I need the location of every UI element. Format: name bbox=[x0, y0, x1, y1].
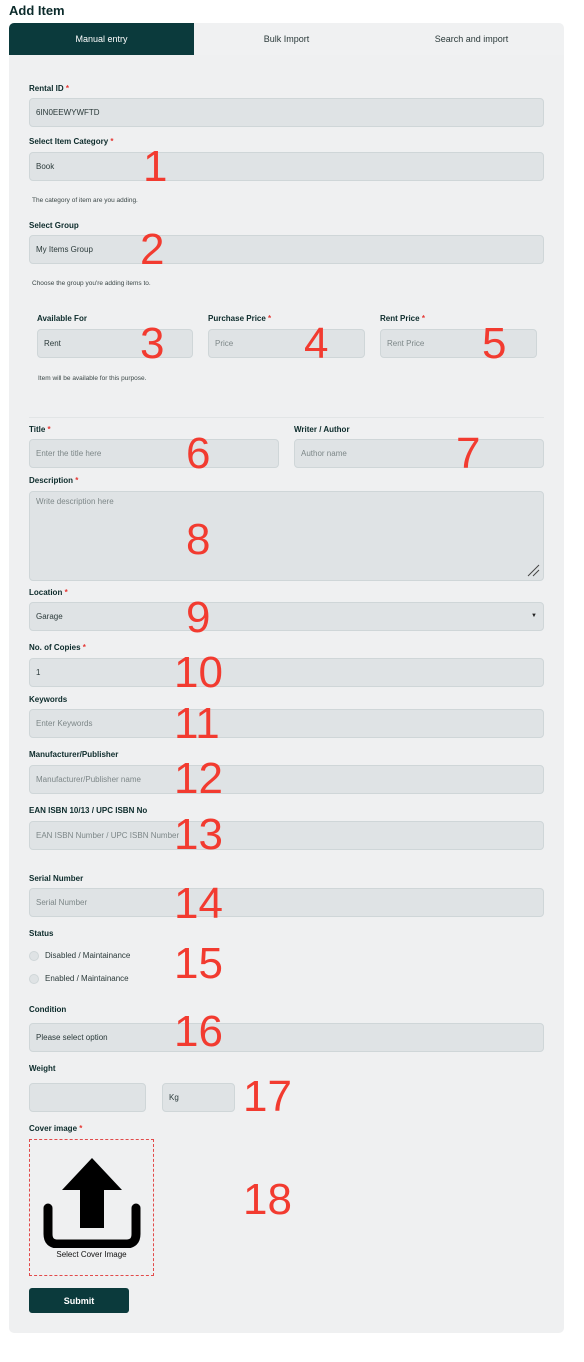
required-mark: * bbox=[47, 425, 51, 434]
annotation-10: 10 bbox=[174, 648, 223, 697]
rental-id-label bbox=[29, 84, 69, 93]
rent-price-placeholder: Rent Price bbox=[387, 339, 425, 348]
weight-unit-value: Kg bbox=[169, 1093, 179, 1102]
resize-handle-icon[interactable] bbox=[526, 563, 540, 577]
annotation-16: 16 bbox=[174, 1007, 223, 1056]
purchase-price-placeholder: Price bbox=[215, 339, 234, 348]
condition-label: Condition bbox=[29, 1005, 67, 1014]
description-placeholder: Write description here bbox=[36, 497, 114, 506]
rent-price-input[interactable] bbox=[380, 329, 537, 358]
rental-id-field[interactable] bbox=[29, 98, 544, 127]
weight-unit-select[interactable] bbox=[162, 1083, 235, 1112]
annotation-2: 2 bbox=[140, 225, 165, 274]
form-panel bbox=[9, 55, 564, 1333]
available-for-hint: Item will be available for this purpose. bbox=[38, 375, 147, 382]
serial-input[interactable] bbox=[29, 888, 544, 917]
keywords-label: Keywords bbox=[29, 695, 68, 704]
status-option-enabled: Enabled / Maintainance bbox=[45, 974, 129, 983]
tab-bar bbox=[9, 23, 564, 55]
condition-select[interactable] bbox=[29, 1023, 544, 1052]
annotation-9: 9 bbox=[186, 593, 211, 642]
purchase-price-label bbox=[208, 314, 271, 323]
purchase-price-input[interactable] bbox=[208, 329, 365, 358]
rental-id-label-text: Rental ID bbox=[29, 84, 64, 93]
ean-input[interactable] bbox=[29, 821, 544, 850]
ean-label: EAN ISBN 10/13 / UPC ISBN No bbox=[29, 806, 148, 815]
copies-label bbox=[29, 643, 86, 652]
annotation-15: 15 bbox=[174, 939, 223, 988]
available-for-select[interactable] bbox=[37, 329, 193, 358]
tab-bulk-import[interactable]: Bulk Import bbox=[263, 34, 310, 44]
annotation-7: 7 bbox=[456, 429, 481, 478]
group-label: Select Group bbox=[29, 221, 79, 230]
annotation-1: 1 bbox=[143, 142, 168, 191]
rent-price-label bbox=[380, 314, 425, 323]
title-label-text: Title bbox=[29, 425, 46, 434]
status-radio-enabled[interactable] bbox=[29, 974, 39, 984]
category-select[interactable] bbox=[29, 152, 544, 181]
select-cover-image-text: Select Cover Image bbox=[56, 1250, 127, 1259]
purchase-price-label-text: Purchase Price bbox=[208, 314, 266, 323]
available-for-label: Available For bbox=[37, 314, 87, 323]
annotation-14: 14 bbox=[174, 879, 223, 928]
category-hint: The category of item are you adding. bbox=[32, 197, 138, 204]
cover-image-label bbox=[29, 1124, 82, 1133]
annotation-17: 17 bbox=[243, 1072, 292, 1121]
category-label bbox=[29, 137, 114, 146]
annotation-8: 8 bbox=[186, 515, 211, 564]
upload-icon bbox=[42, 1156, 142, 1248]
annotation-5: 5 bbox=[482, 319, 507, 368]
location-value: Garage bbox=[36, 612, 63, 621]
group-hint: Choose the group you're adding items to. bbox=[32, 280, 151, 287]
description-label bbox=[29, 476, 78, 485]
annotation-4: 4 bbox=[304, 319, 329, 368]
category-label-text: Select Item Category bbox=[29, 137, 109, 146]
tab-manual-entry[interactable]: Manual entry bbox=[9, 23, 194, 55]
required-mark: * bbox=[65, 84, 70, 93]
description-textarea[interactable] bbox=[29, 491, 544, 581]
required-mark: * bbox=[421, 314, 425, 323]
copies-value: 1 bbox=[36, 668, 41, 677]
keywords-input[interactable] bbox=[29, 709, 544, 738]
weight-input[interactable] bbox=[29, 1083, 146, 1112]
group-value: My Items Group bbox=[36, 245, 93, 254]
annotation-3: 3 bbox=[140, 319, 165, 368]
cover-image-label-text: Cover image bbox=[29, 1124, 78, 1133]
rent-price-label-text: Rent Price bbox=[380, 314, 420, 323]
annotation-13: 13 bbox=[174, 810, 223, 859]
author-label: Writer / Author bbox=[294, 425, 350, 434]
author-input[interactable] bbox=[294, 439, 544, 468]
condition-value: Please select option bbox=[36, 1033, 108, 1042]
category-value: Book bbox=[36, 162, 55, 171]
annotation-11: 11 bbox=[174, 699, 220, 748]
status-label: Status bbox=[29, 929, 54, 938]
weight-label: Weight bbox=[29, 1064, 56, 1073]
group-select[interactable] bbox=[29, 235, 544, 264]
tab-search-and-import[interactable]: Search and import bbox=[434, 34, 509, 44]
serial-placeholder: Serial Number bbox=[36, 898, 88, 907]
manufacturer-input[interactable] bbox=[29, 765, 544, 794]
available-for-value: Rent bbox=[44, 339, 61, 348]
status-option-disabled: Disabled / Maintainance bbox=[45, 951, 131, 960]
copies-input[interactable] bbox=[29, 658, 544, 687]
title-placeholder: Enter the title here bbox=[36, 449, 102, 458]
required-mark: * bbox=[110, 137, 114, 146]
location-select[interactable] bbox=[29, 602, 544, 631]
page-title: Add Item bbox=[9, 3, 65, 18]
manufacturer-placeholder: Manufacturer/Publisher name bbox=[36, 775, 141, 784]
title-label bbox=[29, 425, 51, 434]
keywords-placeholder: Enter Keywords bbox=[36, 719, 93, 728]
submit-button[interactable]: Submit bbox=[29, 1288, 129, 1313]
dropdown-arrow-icon: ▼ bbox=[531, 613, 537, 619]
description-label-text: Description bbox=[29, 476, 74, 485]
status-radio-disabled[interactable] bbox=[29, 951, 39, 961]
required-mark: * bbox=[64, 588, 68, 597]
required-mark: * bbox=[268, 314, 272, 323]
rental-id-value: 6IN0EEWYWFTD bbox=[36, 108, 100, 117]
manufacturer-label: Manufacturer/Publisher bbox=[29, 750, 119, 759]
copies-label-text: No. of Copies bbox=[29, 643, 81, 652]
required-mark: * bbox=[79, 1124, 83, 1133]
serial-label: Serial Number bbox=[29, 874, 84, 883]
cover-image-upload[interactable] bbox=[29, 1139, 154, 1276]
title-input[interactable] bbox=[29, 439, 279, 468]
annotation-18: 18 bbox=[243, 1175, 292, 1224]
location-label-text: Location bbox=[29, 588, 63, 597]
required-mark: * bbox=[82, 643, 86, 652]
section-divider bbox=[29, 417, 544, 418]
required-mark: * bbox=[75, 476, 79, 485]
annotation-6: 6 bbox=[186, 429, 211, 478]
author-placeholder: Author name bbox=[301, 449, 347, 458]
annotation-12: 12 bbox=[174, 754, 223, 803]
location-label bbox=[29, 588, 68, 597]
ean-placeholder: EAN ISBN Number / UPC ISBN Number bbox=[36, 831, 180, 840]
